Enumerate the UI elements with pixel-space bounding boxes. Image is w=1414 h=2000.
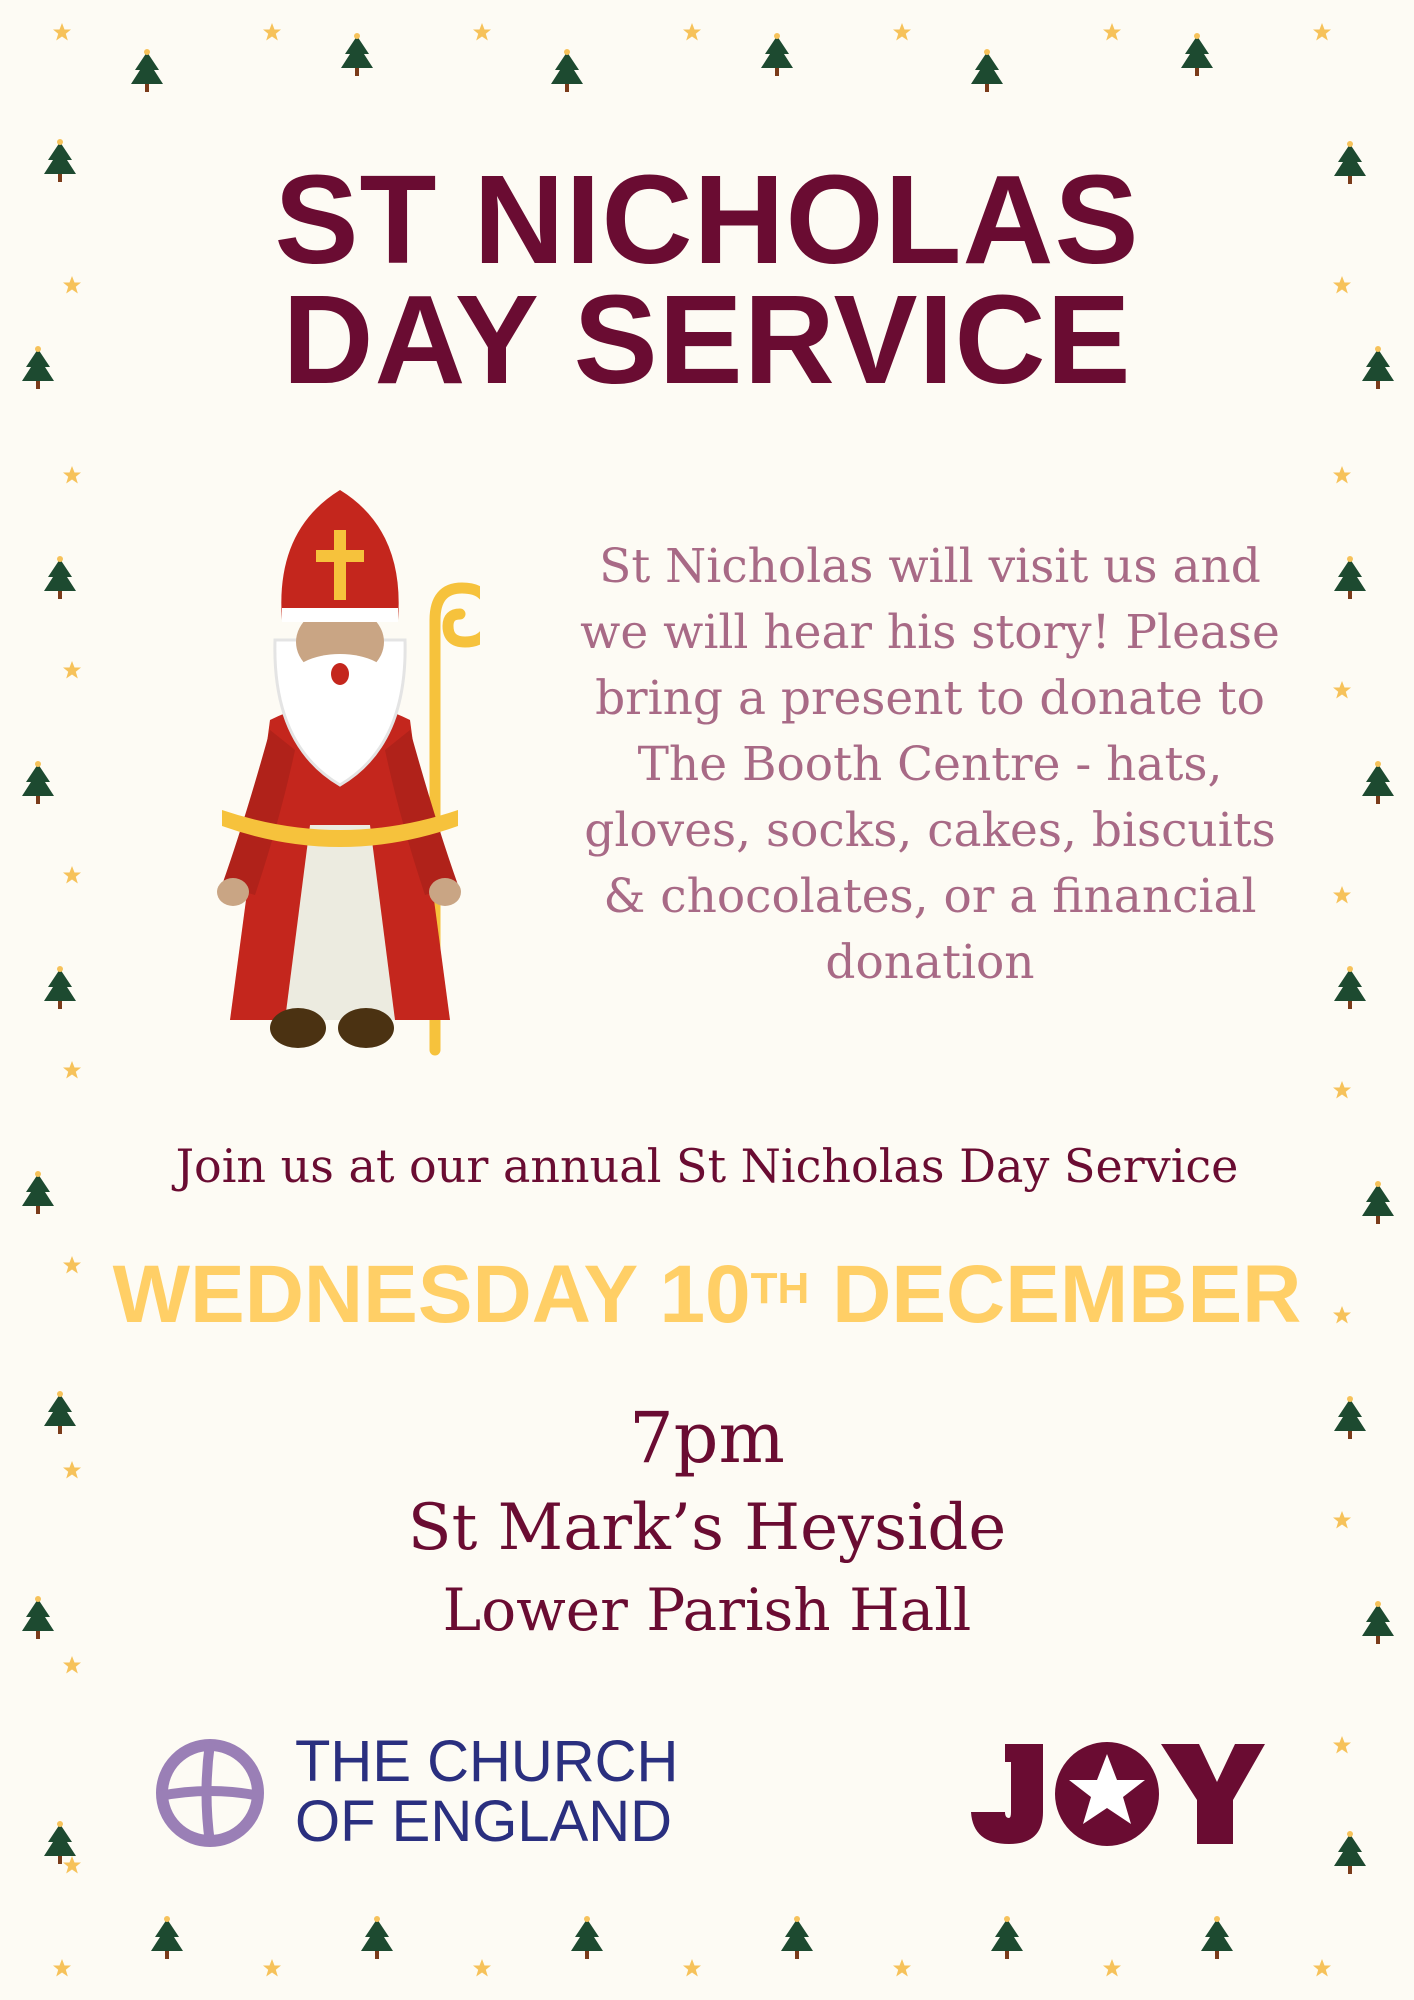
event-time: 7pm [629, 1397, 785, 1479]
star-icon [262, 22, 282, 42]
title-line-2: DAY SERVICE [282, 269, 1132, 410]
star-icon [62, 465, 82, 485]
christmas-tree-icon [567, 1915, 607, 1963]
event-venue: St Mark’s Heyside [407, 1491, 1007, 1565]
star-icon [892, 22, 912, 42]
page-title [0, 149, 1414, 410]
christmas-tree-icon [40, 555, 80, 603]
joy-logo [965, 1732, 1265, 1852]
invitation-text: Join us at our annual St Nicholas Day Service [175, 1139, 1239, 1193]
star-icon [262, 1958, 282, 1978]
date-ordinal: TH [750, 1264, 810, 1313]
christmas-tree-icon [1177, 32, 1217, 80]
star-icon [1312, 22, 1332, 42]
christmas-tree-icon [987, 1915, 1027, 1963]
christmas-tree-icon [18, 760, 58, 808]
star-icon [1332, 885, 1352, 905]
christmas-tree-icon [337, 32, 377, 80]
star-icon [1332, 1735, 1352, 1755]
christmas-tree-icon [40, 1820, 80, 1868]
christmas-tree-icon [1197, 1915, 1237, 1963]
star-icon [62, 865, 82, 885]
star-icon [1332, 1080, 1352, 1100]
star-icon [682, 22, 702, 42]
christmas-tree-icon [40, 965, 80, 1013]
star-icon [682, 1958, 702, 1978]
christmas-tree-icon [127, 48, 167, 96]
st-nicholas-illustration [200, 490, 480, 1070]
cross-circle-icon [155, 1738, 265, 1848]
christmas-tree-icon [967, 48, 1007, 96]
church-of-england-logo [155, 1728, 715, 1858]
event-description: St Nicholas will visit us and we will hear his story! Please bring a present to donate to The Booth Centre - hats, gloves, socks, cakes, biscuits & chocolates, or a financial donation [580, 539, 1280, 990]
christmas-tree-icon [547, 48, 587, 96]
star-icon [472, 1958, 492, 1978]
star-icon [1312, 1958, 1332, 1978]
star-icon [62, 1060, 82, 1080]
christmas-tree-icon [757, 32, 797, 80]
star-icon [1102, 1958, 1122, 1978]
event-date [0, 1245, 1414, 1345]
star-icon [1332, 680, 1352, 700]
date-month: DECEMBER [832, 1249, 1302, 1340]
joy-wordmark-icon [965, 1732, 1265, 1852]
date-weekday-day: WEDNESDAY 10 [112, 1249, 751, 1340]
star-icon [892, 1958, 912, 1978]
christmas-tree-icon [147, 1915, 187, 1963]
christmas-tree-icon [1330, 555, 1370, 603]
christmas-tree-icon [777, 1915, 817, 1963]
star-icon [1332, 465, 1352, 485]
title-line-1: ST NICHOLAS [274, 149, 1140, 290]
star-icon [62, 660, 82, 680]
coe-line-1: THE CHURCH [295, 1729, 679, 1794]
star-icon [62, 1655, 82, 1675]
christmas-tree-icon [1358, 760, 1398, 808]
star-icon [52, 1958, 72, 1978]
event-hall: Lower Parish Hall [442, 1576, 972, 1644]
star-icon [1102, 22, 1122, 42]
christmas-tree-icon [1330, 1830, 1370, 1878]
star-icon [472, 22, 492, 42]
christmas-tree-icon [357, 1915, 397, 1963]
coe-line-2: OF ENGLAND [295, 1789, 673, 1854]
christmas-tree-icon [1330, 965, 1370, 1013]
star-icon [52, 22, 72, 42]
